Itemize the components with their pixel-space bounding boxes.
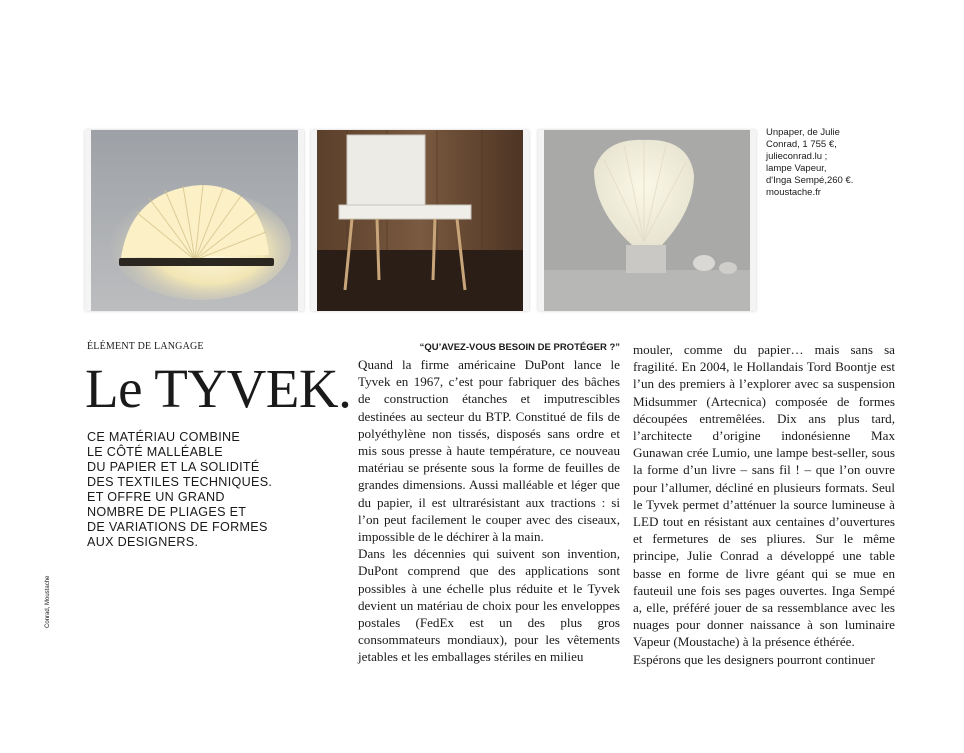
body-paragraph: Quand la firme américaine DuPont lance le Tyvek en 1967, c’est pour fabriquer des bâches de construction étanches et imputrescibles destinées au secteur du BTP. Constitué de fils de polyéthylène non tissés, disposés sans ordre et mis sous presse à haute température, ce nouveau matériau se présente sous la forme de feuilles de grandes dimensions. Aussi malléable et léger que du papier, il est ultrarésistant aux tractions : si l’on peut facilement le couper avec des ciseaux, impossible de le déchirer à la main. (358, 357, 620, 545)
lead-line: AUX DESIGNERS. (87, 535, 199, 549)
lead-line: CE MATÉRIAU COMBINE (87, 430, 241, 444)
book-lamp-image (91, 130, 298, 311)
article-column-1 (358, 341, 620, 666)
caption-line: Unpaper, de Julie (766, 127, 840, 138)
photo-credit: Conrad, Moustache (45, 575, 51, 628)
caption-line: lampe Vapeur, (766, 163, 827, 174)
caption-line: Conrad, 1 755 €, (766, 139, 837, 150)
lead-line: DU PAPIER ET LA SOLIDITÉ (87, 460, 260, 474)
photo-caption (766, 127, 886, 199)
lamp-book-photo (85, 130, 304, 311)
body-paragraph: mouler, comme du papier… mais sans sa fragilité. En 2004, le Hollandais Tord Boontje est l’un des premiers à l’explorer avec sa suspension Midsummer (Artecnica) composée de formes découpées entremêlées. Dix ans plus tard, l’architecte d’origine indonésienne Max Gunawan crée Lumio, une lampe best-seller, sous la forme d’un livre – sans fil ! – que l’on ouvre pour l’allumer, décliné en plusieurs formats. Seul le Tyvek permet d’atténuer la source lumineuse à LED tout en résistant aux centaines d’ouvertures et fermetures de ses pliures. Sur le même principe, Julie Conrad a développé une table basse en forme de livre géant qui se mue en fauteuil une fois ses pages ouvertes. Inga Sempé a, elle, préféré jouer de sa ressemblance avec les nuages pour donner naissance à son luminaire Vapeur (Moustache) à la présence éthérée. (633, 342, 895, 650)
lead-line: DES TEXTILES TECHNIQUES. (87, 475, 273, 489)
column-subhead: “QU’AVEZ-VOUS BESOIN DE PROTÉGER ?” (419, 342, 620, 353)
section-kicker: ÉLÉMENT DE LANGAGE (87, 341, 204, 352)
body-paragraph: Espérons que les designers pourront continuer (633, 651, 875, 667)
lead-line: NOMBRE DE PLIAGES ET (87, 505, 247, 519)
caption-line: julieconrad.lu ; (766, 151, 828, 162)
lead-line: LE CÔTÉ MALLÉABLE (87, 445, 223, 459)
body-paragraph: Dans les décennies qui suivent son invention, DuPont comprend que des applications sont possibles à une échelle plus réduite et le Tyvek devient un matériau de choix pour les enveloppes postales (FedEx est un des plus gros consommateurs mondiaux), pour les vêtements jetables et les emballages stériles en milieu (358, 546, 620, 665)
vapeur-lamp-image (544, 130, 750, 311)
lead-line: DE VARIATIONS DE FORMES (87, 520, 268, 534)
lamp-vapeur-photo (538, 130, 756, 311)
caption-line: d'Inga Sempé,260 €. (766, 175, 854, 186)
article-column-2 (633, 341, 895, 668)
chair-image (317, 130, 523, 311)
chair-photo (311, 130, 529, 311)
caption-line: moustache.fr (766, 187, 821, 198)
lead-text (87, 430, 327, 550)
page-title: Le TYVEK. (85, 358, 352, 419)
lead-line: ET OFFRE UN GRAND (87, 490, 225, 504)
